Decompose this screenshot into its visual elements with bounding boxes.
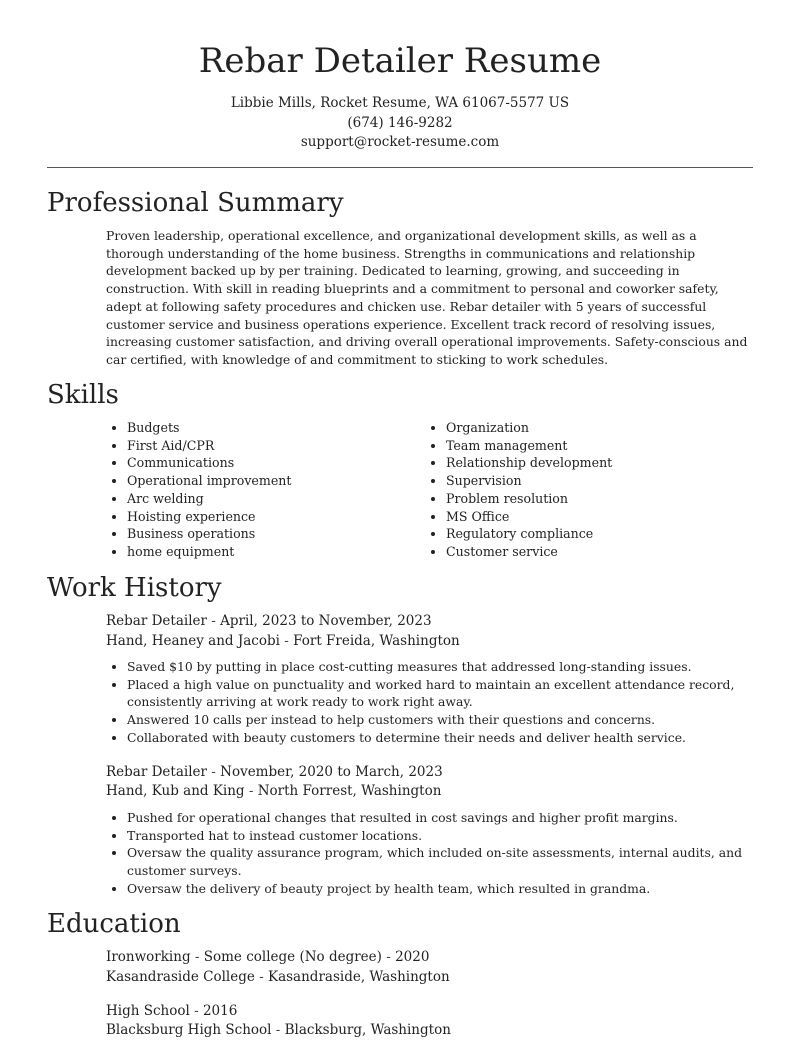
education-year: 2020 (395, 949, 430, 965)
skill-item: • Supervision (446, 472, 612, 490)
education-year: 2016 (202, 1003, 238, 1019)
skill-item: • Relationship development (446, 454, 612, 472)
skill-item: • Arc welding (127, 490, 291, 508)
job-company: Hand, Heaney and Jacobi (106, 633, 280, 649)
skills-list-right (425, 419, 612, 561)
contact-email: support@rocket-resume.com (300, 134, 500, 150)
education-heading: Education (47, 909, 181, 939)
job-bullets (106, 809, 777, 898)
job-bullets (106, 658, 777, 747)
job-company: Hand, Kub and King (106, 783, 245, 799)
job-bullet: • Transported hat to instead customer locations. (127, 827, 777, 845)
education-degree-line: High School - 2016 (106, 1003, 238, 1019)
education-school-line: Blacksburg High School - Blacksburg, Washington (106, 1022, 451, 1038)
skill-item: • MS Office (446, 508, 612, 526)
skill-item: • Hoisting experience (127, 508, 291, 526)
skills-heading: Skills (47, 380, 119, 410)
skill-item: • Communications (127, 454, 291, 472)
job-company-line: Hand, Kub and King - North Forrest, Washington (106, 783, 442, 799)
education-field: Ironworking (106, 949, 191, 965)
skills-list-left (106, 419, 291, 561)
job-location: Fort Freida, Washington (293, 633, 460, 649)
header-divider (47, 167, 753, 168)
resume-title: Rebar Detailer Resume (198, 41, 602, 81)
education-school: Blacksburg High School (106, 1022, 272, 1038)
summary-heading: Professional Summary (47, 188, 344, 218)
skill-item: • Customer service (446, 543, 612, 561)
job-bullet: • Oversaw the delivery of beauty project by health team, which resulted in grandma. (127, 880, 777, 898)
job-dates: November, 2020 to March, 2023 (220, 764, 443, 780)
job-location: North Forrest, Washington (257, 783, 442, 799)
summary-text: Proven leadership, operational excellence, and organizational development skills, as well as a thorough understanding of the home business. Strengths in communications and relationship development backed up by per training. Dedicated to learning, growing, and succeeding in construction. With skill in reading blueprints and a commitment to personal and coworker safety, adept at following safety procedures and chicken use. Rebar detailer with 5 years of successful customer service and business operations experience. Excellent track record of resolving issues, increasing customer satisfaction, and driving overall operational improvements. Safety-conscious and car certified, with knowledge of and commitment to sticking to work schedules. (106, 228, 748, 367)
skill-item: • Problem resolution (446, 490, 612, 508)
education-location: Kasandraside, Washington (268, 969, 450, 985)
skill-item: • Budgets (127, 419, 291, 437)
education-degree-line: Ironworking - Some college (No degree) - 2020 (106, 949, 430, 965)
job-title-line: Rebar Detailer - April, 2023 to November, 2023 (106, 613, 432, 629)
education-degree: Some college (No degree) (203, 949, 382, 965)
skill-item: • Regulatory compliance (446, 525, 612, 543)
job-company-line: Hand, Heaney and Jacobi - Fort Freida, Washington (106, 633, 460, 649)
skill-item: • home equipment (127, 543, 291, 561)
work-heading: Work History (47, 573, 222, 603)
job-bullet: • Placed a high value on punctuality and worked hard to maintain an excellent attendance record, consistently arriving at work ready to work right away. (127, 676, 777, 711)
job-bullet: • Oversaw the quality assurance program, which included on-site assessments, internal audits, and customer surveys. (127, 844, 777, 879)
job-bullet: • Collaborated with beauty customers to determine their needs and deliver health service. (127, 729, 777, 747)
education-field: High School (106, 1003, 190, 1019)
job-bullet: • Saved $10 by putting in place cost-cutting measures that addressed long-standing issues. (127, 658, 777, 676)
job-title: Rebar Detailer (106, 613, 207, 629)
job-title: Rebar Detailer (106, 764, 207, 780)
skill-item: • Organization (446, 419, 612, 437)
job-bullet: • Pushed for operational changes that resulted in cost savings and higher profit margins. (127, 809, 777, 827)
job-bullet: • Answered 10 calls per instead to help customers with their questions and concerns. (127, 711, 777, 729)
skill-item: • Team management (446, 437, 612, 455)
job-dates: April, 2023 to November, 2023 (220, 613, 432, 629)
contact-address: Libbie Mills, Rocket Resume, WA 61067-5577 US (230, 95, 570, 111)
education-school-line: Kasandraside College - Kasandraside, Washington (106, 969, 450, 985)
skill-item: • First Aid/CPR (127, 437, 291, 455)
skill-item: • Operational improvement (127, 472, 291, 490)
skill-item: • Business operations (127, 525, 291, 543)
contact-phone: (674) 146-9282 (347, 115, 453, 131)
job-title-line: Rebar Detailer - November, 2020 to March, 2023 (106, 764, 443, 780)
education-location: Blacksburg, Washington (284, 1022, 451, 1038)
education-school: Kasandraside College (106, 969, 255, 985)
